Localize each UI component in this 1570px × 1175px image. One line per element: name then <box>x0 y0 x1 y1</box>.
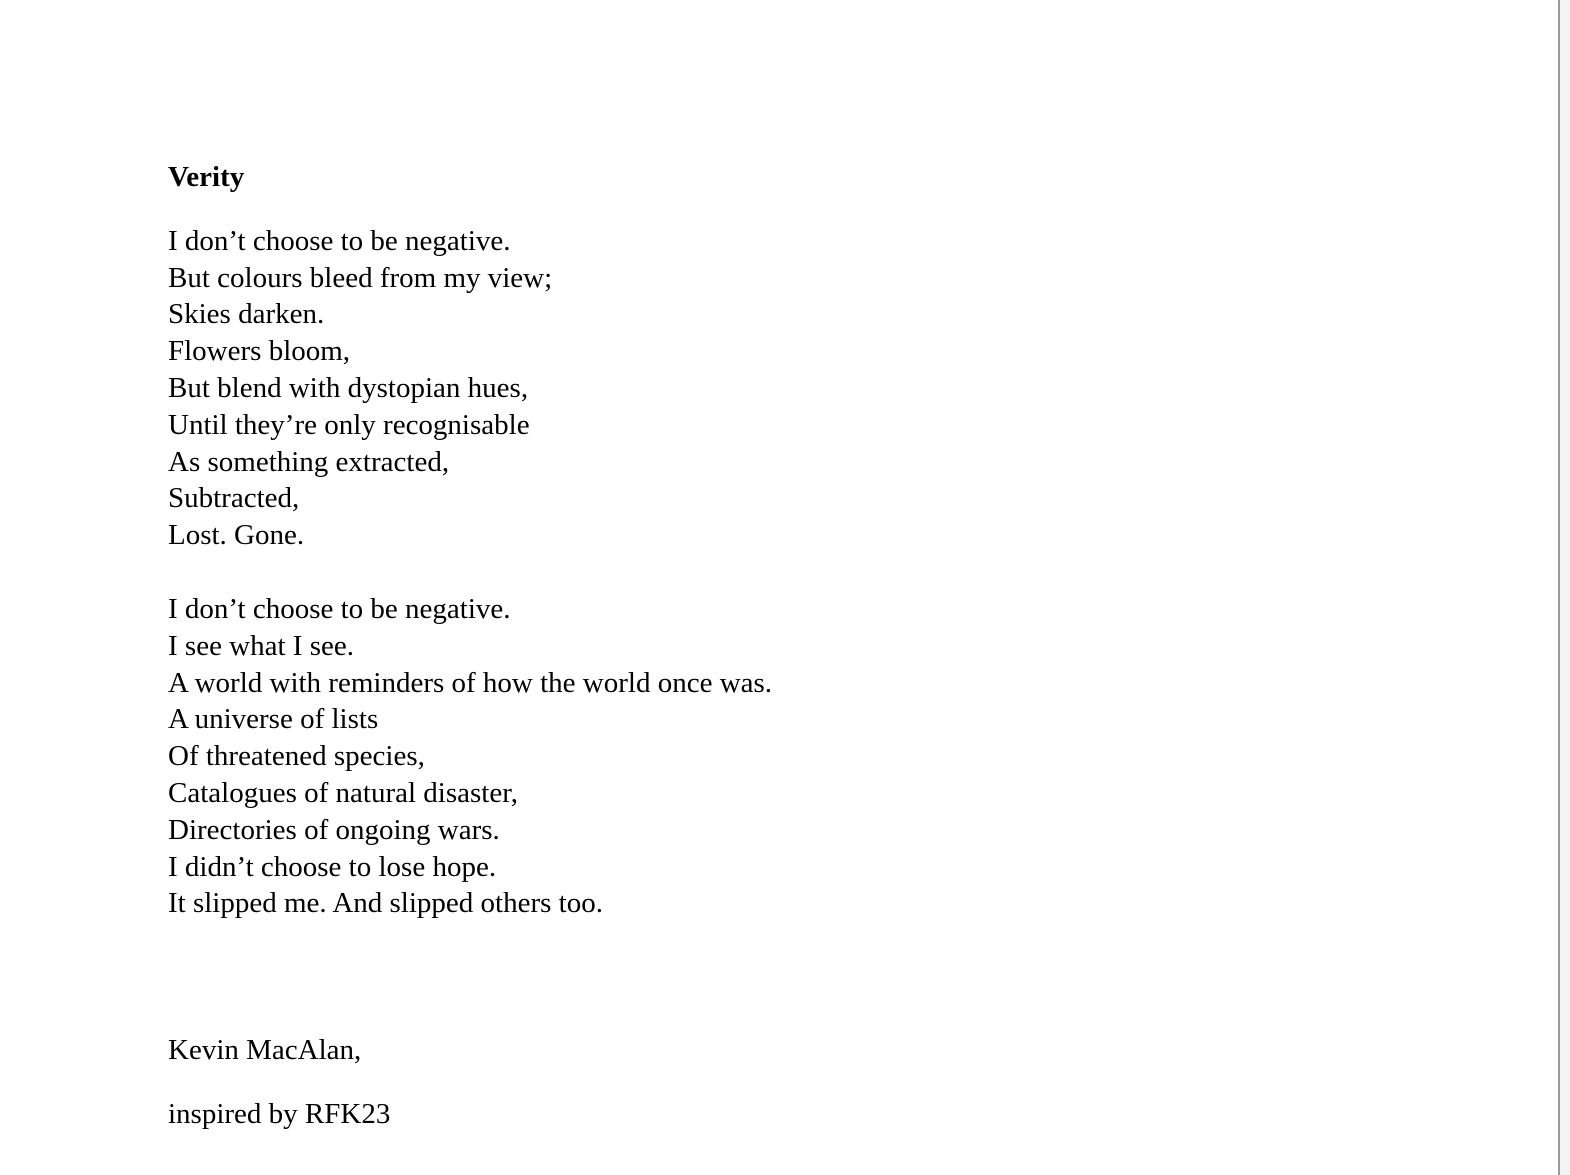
poem-line: Flowers bloom, <box>168 335 351 368</box>
poem-line: A world with reminders of how the world once was. <box>168 666 773 699</box>
poem-line: Directories of ongoing wars. <box>168 813 500 846</box>
poem-line: Of threatened species, <box>168 740 425 773</box>
poem-line: But colours bleed from my view; <box>168 261 553 294</box>
poem-line: But blend with dystopian hues, <box>168 371 529 404</box>
inspiration-credit: inspired by RFK23 <box>168 1097 391 1130</box>
poem-line: Catalogues of natural disaster, <box>168 776 518 809</box>
poem-title: Verity <box>168 161 245 193</box>
poem-line: Skies darken. <box>168 298 325 331</box>
poem-line: I don’t choose to be negative. <box>168 224 511 257</box>
page-edge-scrollbar <box>1558 0 1570 1175</box>
poem-line: It slipped me. And slipped others too. <box>168 887 603 920</box>
signature-spacer <box>168 922 772 1032</box>
poem-line: Lost. Gone. <box>168 519 305 552</box>
stanza-1 <box>168 223 772 554</box>
stanza-break <box>168 554 772 591</box>
poem-line: Subtracted, <box>168 482 300 515</box>
poem <box>168 159 772 1133</box>
poem-line: I see what I see. <box>168 629 354 662</box>
poem-line: Until they’re only recognisable <box>168 408 530 441</box>
poem-line: As something extracted, <box>168 445 450 478</box>
signature-gap <box>168 1069 772 1096</box>
poem-line: I don’t choose to be negative. <box>168 592 511 625</box>
poem-line: A universe of lists <box>168 703 379 736</box>
stanza-2 <box>168 591 772 922</box>
poem-line: I didn’t choose to lose hope. <box>168 850 497 883</box>
author-name: Kevin MacAlan, <box>168 1034 362 1067</box>
